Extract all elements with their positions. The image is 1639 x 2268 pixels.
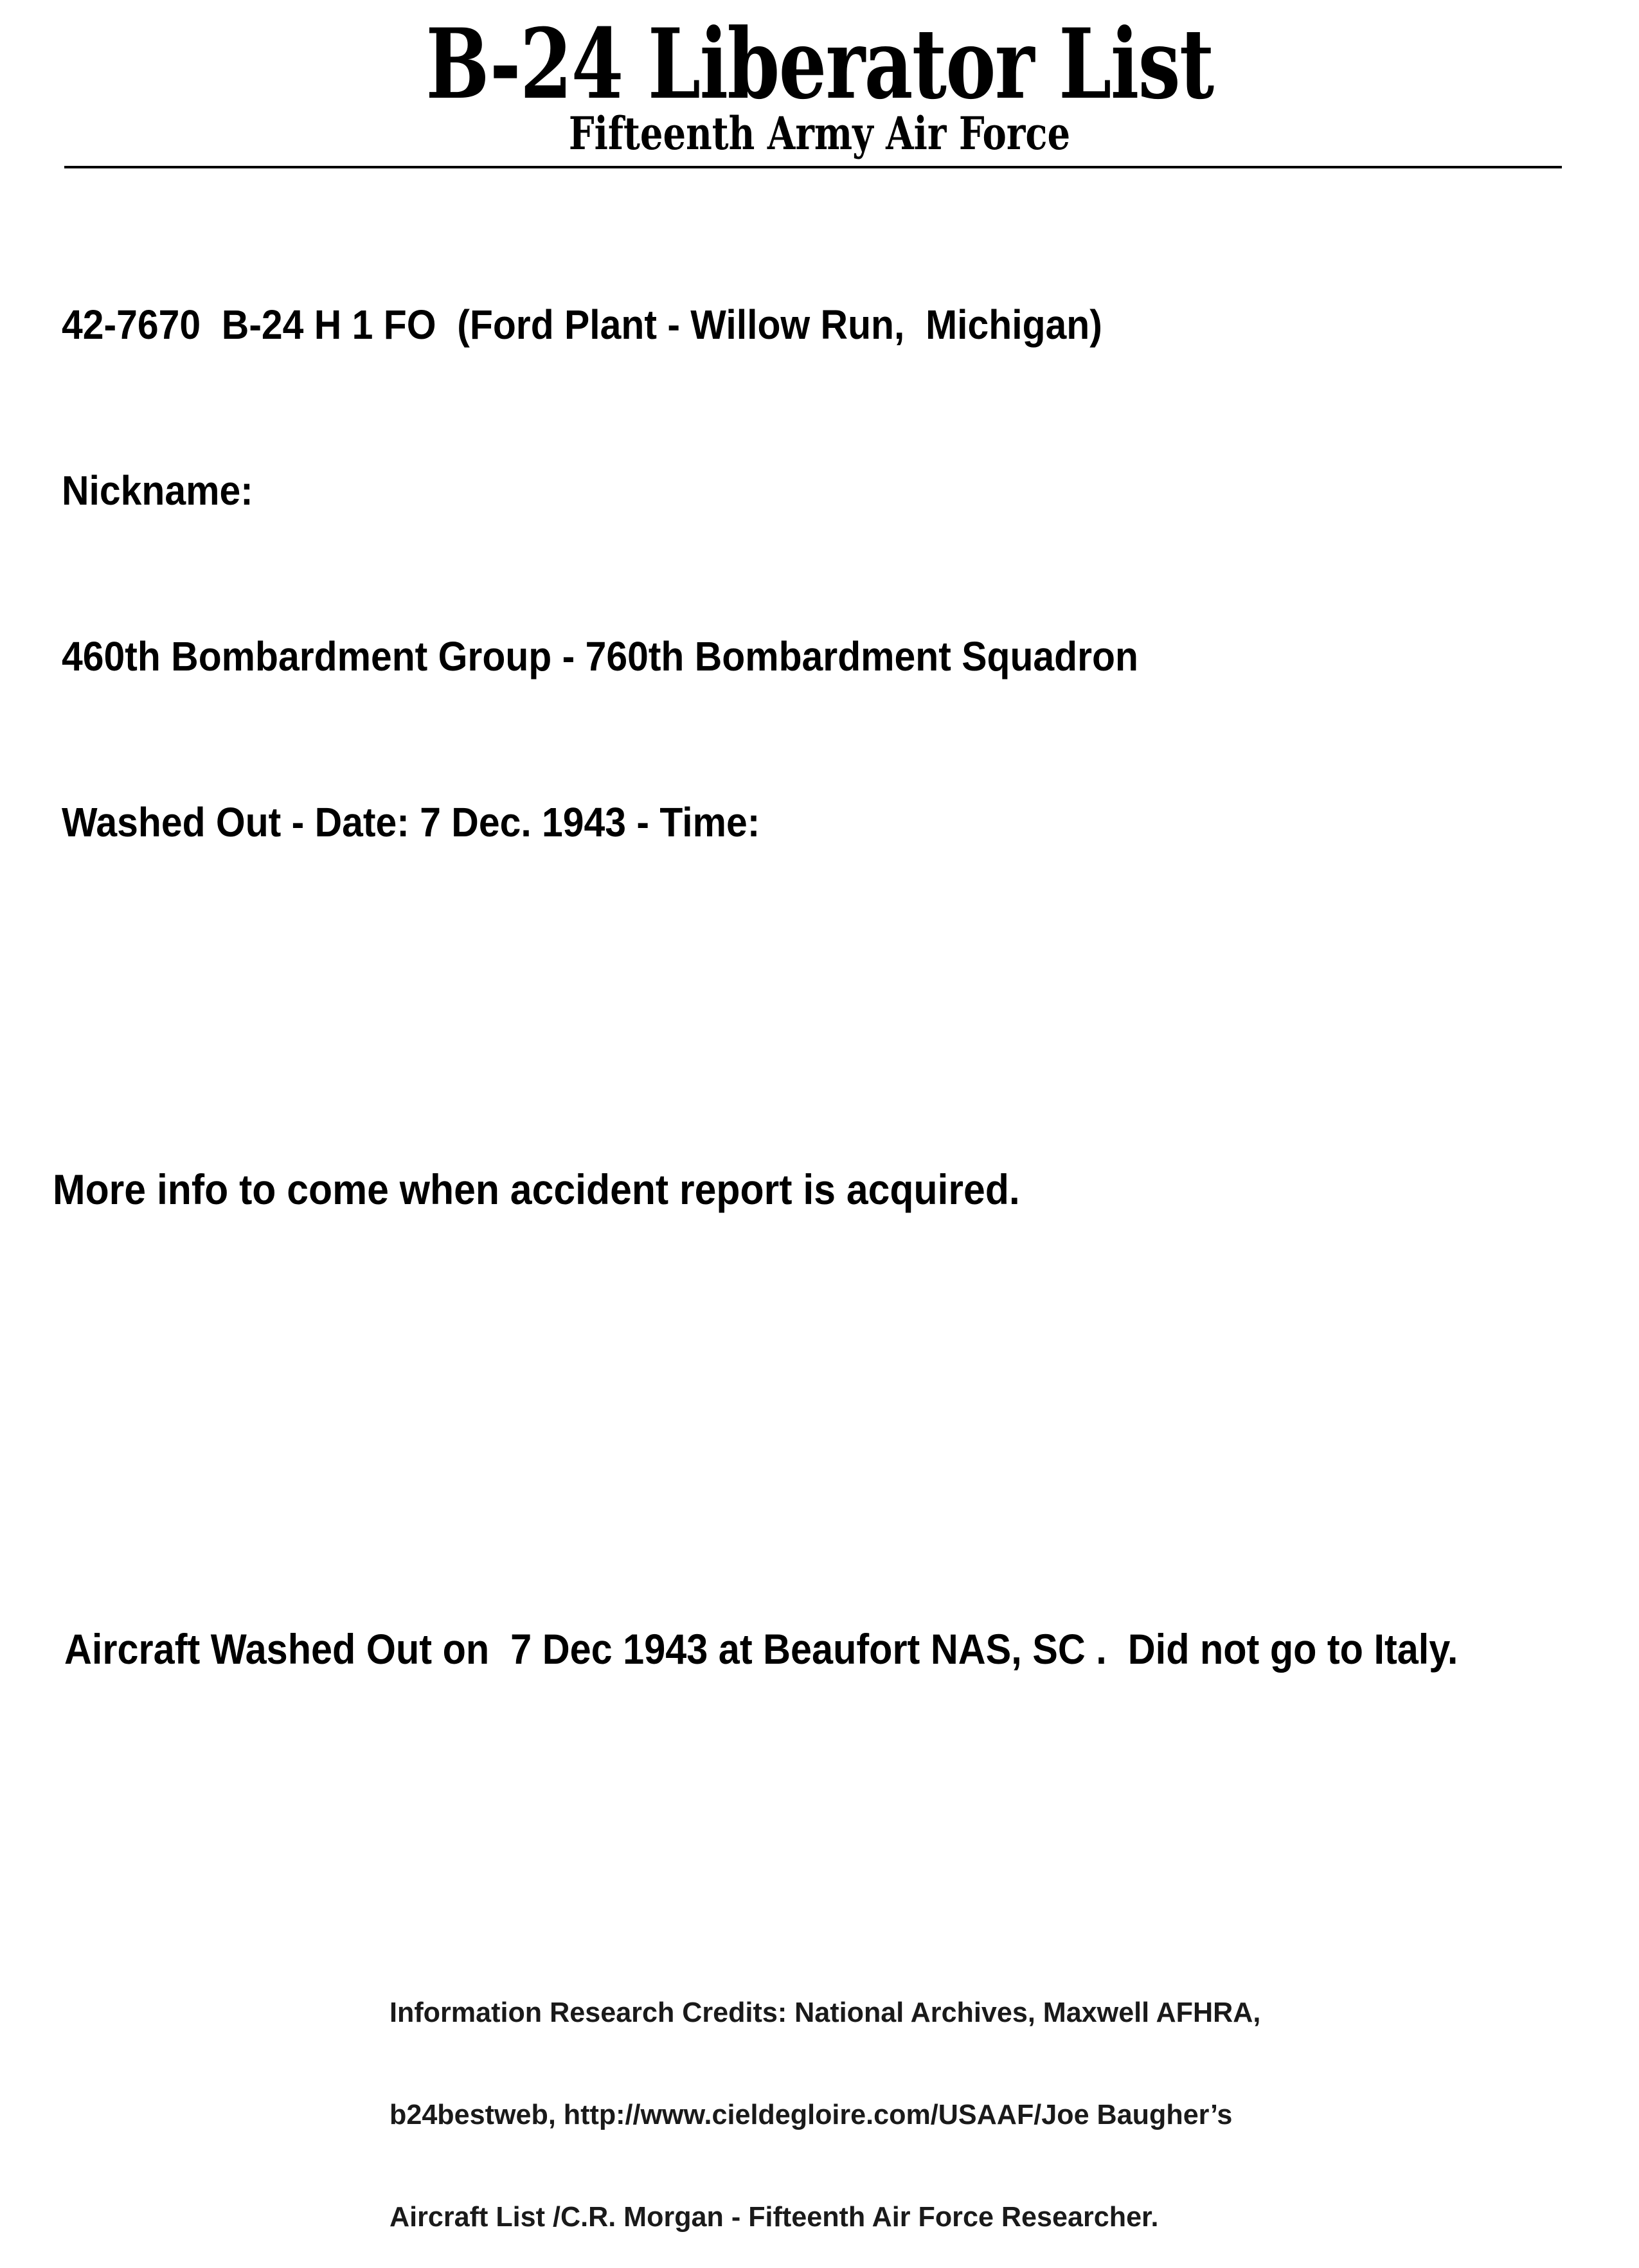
page-subtitle: Fifteenth Army Air Force: [568, 107, 1071, 160]
nickname-line: Nickname:: [62, 467, 253, 514]
page-title: B-24 Liberator List: [425, 8, 1214, 121]
credits-line-2: b24bestweb, http://www.cieldegloire.com/USAAF/Joe Baugher’s: [390, 2099, 1233, 2130]
more-info-note: More info to come when accident report is acquired.: [53, 1166, 1020, 1213]
unit-line: 460th Bombardment Group - 760th Bombardment Squadron: [62, 633, 1138, 680]
aircraft-info: [62, 186, 1232, 905]
header-divider: [64, 166, 1562, 168]
credits-line-1: Information Research Credits: National Archives, Maxwell AFHRA,: [390, 1997, 1261, 2028]
credits-line-3: Aircraft List /C.R. Morgan - Fifteenth Air Force Researcher.: [390, 2201, 1159, 2233]
serial-line: 42-7670 B-24 H 1 FO (Ford Plant - Willow Run, Michigan): [62, 302, 1102, 348]
status-line: Washed Out - Date: 7 Dec. 1943 - Time:: [62, 799, 760, 845]
washed-out-note: Aircraft Washed Out on 7 Dec 1943 at Beaufort NAS, SC . Did not go to Italy.: [64, 1625, 1458, 1673]
research-credits: [390, 1927, 1278, 2268]
